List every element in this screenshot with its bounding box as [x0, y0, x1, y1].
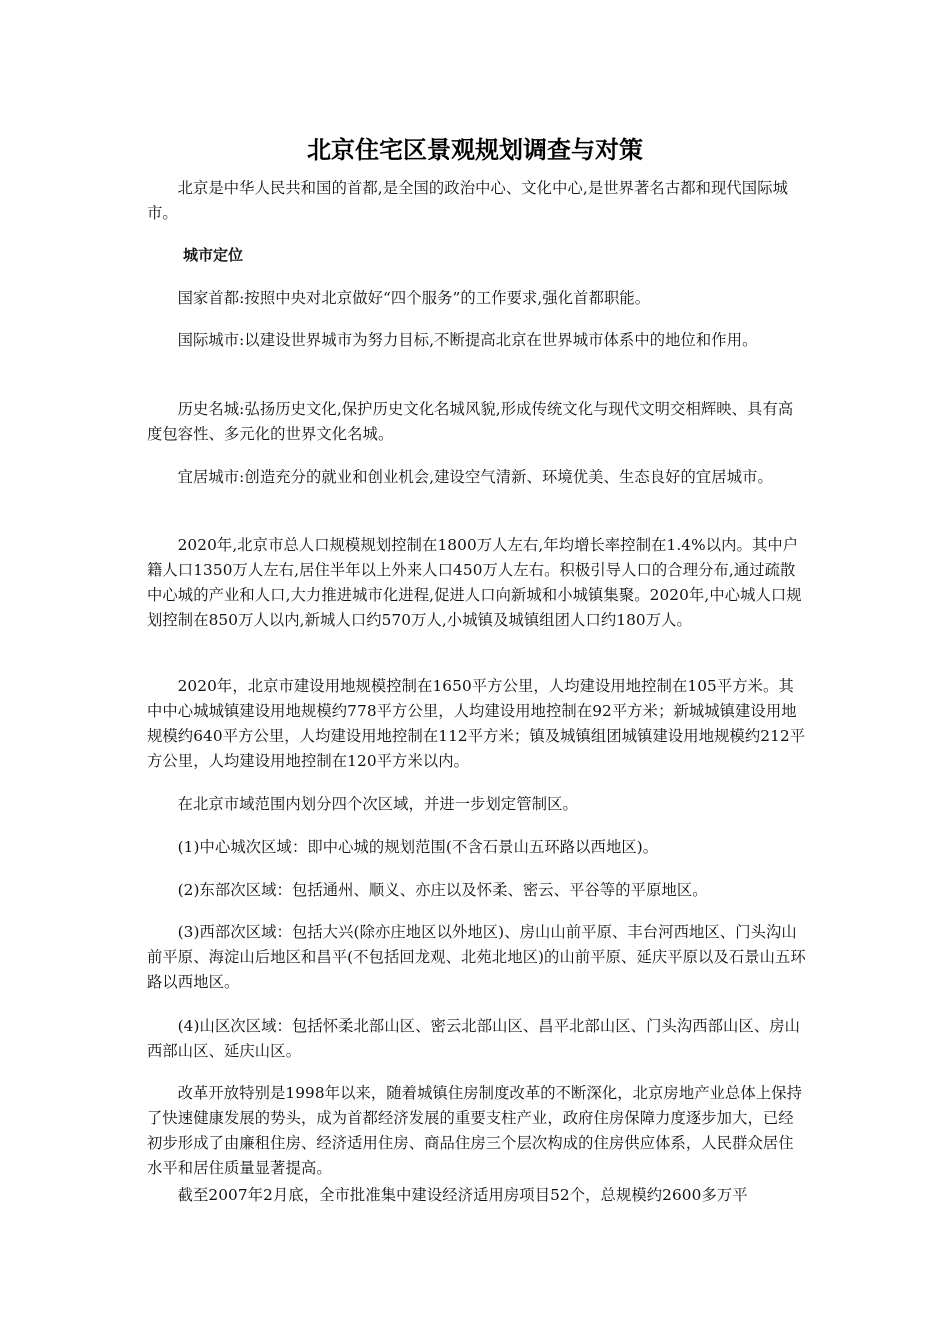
zone-item-mountain: (4)山区次区域：包括怀柔北部山区、密云北部山区、昌平北部山区、门头沟西部山区、房山西部山区、延庆山区。 [147, 1017, 801, 1060]
zone-item-west: (3)西部次区域：包括大兴(除亦庄地区以外地区)、房山山前平原、丰台河西地区、门头沟山前平原、海淀山后地区和昌平(不包括回龙观、北苑北地区)的山前平原、延庆平原以及石景山五环路以西地区。 [147, 923, 806, 991]
positioning-capital: 国家首都:按照中央对北京做好“四个服务”的工作要求,强化首都职能。 [177, 289, 651, 307]
housing-paragraph: 改革开放特别是1998年以来，随着城镇住房制度改革的不断深化，北京房地产业总体上保持了快速健康发展的势头，成为首都经济发展的重要支柱产业，政府住房保障力度逐步加大，已经初步形成了由廉租住房、经济适用住房、商品住房三个层次构成的住房供应体系，人民群众居住水平和居住质量显著提高。 [147, 1084, 803, 1177]
intro-paragraph: 北京是中华人民共和国的首都,是全国的政治中心、文化中心,是世界著名古都和现代国际城市。 [147, 179, 788, 222]
positioning-historic: 历史名城:弘扬历史文化,保护历史文化名城风貌,形成传统文化与现代文明交相辉映、具有高度包容性、多元化的世界文化名城。 [147, 400, 794, 443]
population-paragraph: 2020年,北京市总人口规模规划控制在1800万人左右,年均增长率控制在1.4%以内。其中户籍人口1350万人左右,居住半年以上外来人口450万人左右。积极引导人口的合理分布,通过疏散中心城的产业和人口,大力推进城市化进程,促进人口向新城和小城镇集聚。2020年,中心城人口规划控制在850万人以内,新城人口约570万人,小城镇及城镇组团人口约180万人。 [147, 536, 802, 629]
document-title: 北京住宅区景观规划调查与对策 [307, 136, 643, 164]
land-use-paragraph: 2020年，北京市建设用地规模控制在1650平方公里，人均建设用地控制在105平方米。其中中心城城镇建设用地规模约778平方公里，人均建设用地控制在92平方米；新城城镇建设用地规模约640平方公里，人均建设用地控制在112平方米；镇及城镇组团城镇建设用地规模约212平方公里，人均建设用地控制在120平方米以内。 [147, 677, 806, 770]
zones-intro: 在北京市域范围内划分四个次区域，并进一步划定管制区。 [177, 795, 578, 813]
positioning-livable: 宜居城市:创造充分的就业和创业机会,建设空气清新、环境优美、生态良好的宜居城市。 [177, 468, 773, 486]
zone-item-east: (2)东部次区域：包括通州、顺义、亦庄以及怀柔、密云、平谷等的平原地区。 [177, 881, 708, 899]
positioning-international: 国际城市:以建设世界城市为努力目标,不断提高北京在世界城市体系中的地位和作用。 [177, 331, 758, 349]
section-heading: 城市定位 [183, 246, 244, 264]
affordable-housing-paragraph: 截至2007年2月底，全市批准集中建设经济适用房项目52个，总规模约2600多万平 [177, 1186, 748, 1204]
zone-item-central: (1)中心城次区域：即中心城的规划范围(不含石景山五环路以西地区)。 [177, 838, 659, 856]
